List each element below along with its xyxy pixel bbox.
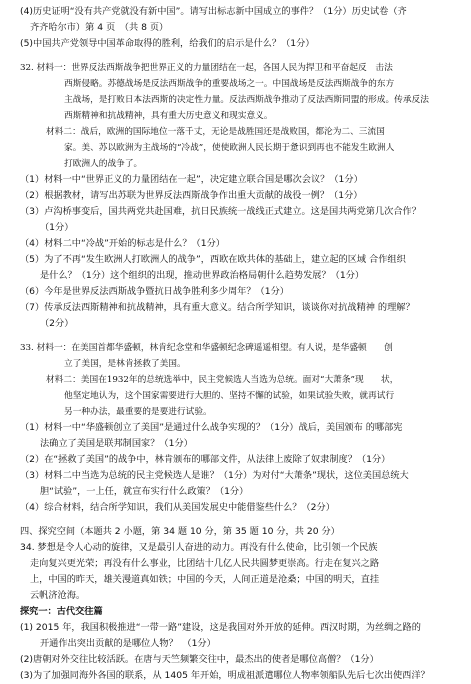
text-line: 法确立了美国是联邦制国家？（1分）	[40, 438, 193, 449]
sub-question: （1）材料一中“世界正义的力量团结在一起”，决定建立联合国是哪次会议？（1分）	[20, 174, 363, 185]
text-line: (5)中国共产党领导中国革命取得的胜利，给我们的启示是什么？（1分）	[20, 38, 315, 49]
text-line: 立了美国，是林肯拯救了美国。	[64, 359, 186, 369]
section-four	[20, 524, 457, 684]
spacer	[20, 52, 457, 60]
text-line: 走向复兴更光荣；再没有什么事业，比团结十几亿人民共圆梦更崇高。行走在复兴之路	[30, 558, 380, 569]
page-footer-text: 齐齐哈尔市）第 4 页 （共 8 页）	[30, 22, 169, 33]
text-line: 另一种办法，最重要的是要进行试验。	[64, 407, 212, 417]
sub-question: （7）传承反法西斯精神和抗战精神，具有重大意义。结合所学知识，谈谈你对抗战精神 的理解？	[20, 302, 415, 313]
text-line: 是什么？（1分）这个组织的出现，推动世界政治格局朝什么趋势发展？（1分）	[40, 270, 365, 281]
text-line: 西斯侵略。苏德战场是反法西斯战争的重要战场之一。中国战场是反法西斯战争的东方	[64, 79, 395, 89]
question-34-intro: 34. 梦想是令人心动的旋律，又是最引人奋进的动力。再没有什么使命，比引领一个民族	[20, 542, 378, 553]
question-33-material-two: 材料二：美国在1932年的总统选举中，民主党候选人当选为总统。面对“大萧条”现 状，	[46, 375, 399, 385]
text-line: 开通作出突出贡献的是哪位人物？ （1分）	[40, 638, 216, 649]
sub-question: （3）材料二中当选为总统的民主党候选人是谁？（1分）为对付“大萧条”现状，这位美国总统大	[20, 470, 409, 481]
question-32-material-two: 材料二：战后，欧洲的国际地位一落千丈，无论是战胜国还是战败国，都沦为二、三流国	[46, 127, 385, 137]
sub-question: （3）卢沟桥事变后，国共两党共赴国难，抗日民族统一战线正式建立。这是国共两党第几次合作？	[20, 206, 421, 217]
sub-question: （2）根据教材，请写出苏联为世界反法西斯战争作出重大贡献的战役一例？（1分）	[20, 190, 363, 201]
question-33	[20, 340, 457, 516]
text-line: 主战场，是打败日本法西斯的决定性力量。反法西斯战争推动了反法西斯同盟的形成。传承反法	[64, 95, 429, 105]
subsection-heading: 探究一：古代交往篇	[20, 606, 103, 617]
sub-question: （2）在“拯救了美国”的战争中，林肯颁布的哪部文件，从法律上废除了奴隶制度？（1分）	[20, 454, 391, 465]
text-line: 胆“试验”，一上任，就宣布实行什么政策？（1分）	[40, 486, 249, 497]
text-line: 打欧洲人的战争了。	[64, 159, 143, 169]
text-line: （1分）	[40, 222, 74, 233]
question-32-material-one: 32. 材料一：世界反法西斯战争把世界正义的力量团结在一起，各国人民为捍卫和平奋起反 击法	[20, 63, 393, 73]
text-line: 他坚定地认为，这个国家需要进行大胆的、坚持不懈的试验，如果试验失败，就再试行	[64, 391, 395, 401]
text-line: 云帆济沧海。	[30, 590, 86, 601]
sub-question: (2)唐朝对外交往比较活跃。在唐与天竺频繁交往中，最杰出的使者是哪位高僧？（1分）	[20, 654, 379, 665]
question-33-material-one: 33. 材料一：在美国首都华盛顿，林肯纪念堂和华盛顿纪念碑遥遥相望。有人说，是华盛顿 创	[20, 343, 393, 353]
text-line: 上，中国的昨天，雄关漫道真如铁；中国的今天，人间正道是沧桑；中国的明天，直挂	[30, 574, 380, 585]
text-line: 家。美、苏以欧洲为主战场的“冷战”，使使欧洲人民长期于惫识到再也不能发生欧洲人	[64, 143, 395, 153]
sub-question: （1）材料一中“华盛顿创立了美国”是通过什么战争实现的？（1分）战后，美国颁布 的哪部宪	[20, 422, 403, 433]
sub-question: （4）材料二中“冷战”开始的标志是什么？（1分）	[20, 238, 225, 249]
sub-question: （6）今年是世界反法西斯战争暨抗日战争胜利多少周年？（1分）	[20, 286, 289, 297]
text-line: (4)历史证明“没有共产党就没有新中国”。请写出标志新中国成立的事件？（1分）历史试卷（齐	[20, 6, 407, 17]
text-line: 西斯精神和抗战精神，具有重大历史意义和现实意义。	[64, 111, 273, 121]
spacer	[20, 516, 457, 524]
question-32	[20, 60, 457, 332]
sub-question: （4）综合材料，结合所学知识，我们从美国发展史中能借鉴些什么？（2分）	[20, 502, 335, 513]
text-line: （2分）	[40, 318, 74, 329]
section-heading: 四、探究空间（本题共 2 小题，第 34 题 10 分，第 35 题 10 分，共 20 分）	[20, 526, 340, 537]
sub-question: (3)为了加强同海外各国的联系，从 1405 年开始，明成祖派遣哪位人物率领船队先后七次出使西洋？	[20, 670, 430, 681]
question-31-continued	[20, 4, 457, 52]
sub-question: （5）为了不再“发生欧洲人打欧洲人的战争”，西欧在欧共体的基础上，建立起的区域 合作组织	[20, 254, 406, 265]
spacer	[20, 332, 457, 340]
sub-question: (1) 2015 年，我国积极推进“一带一路”建设，这是我国对外开放的延伸。西汉时期，为丝绸之路的	[20, 622, 421, 633]
